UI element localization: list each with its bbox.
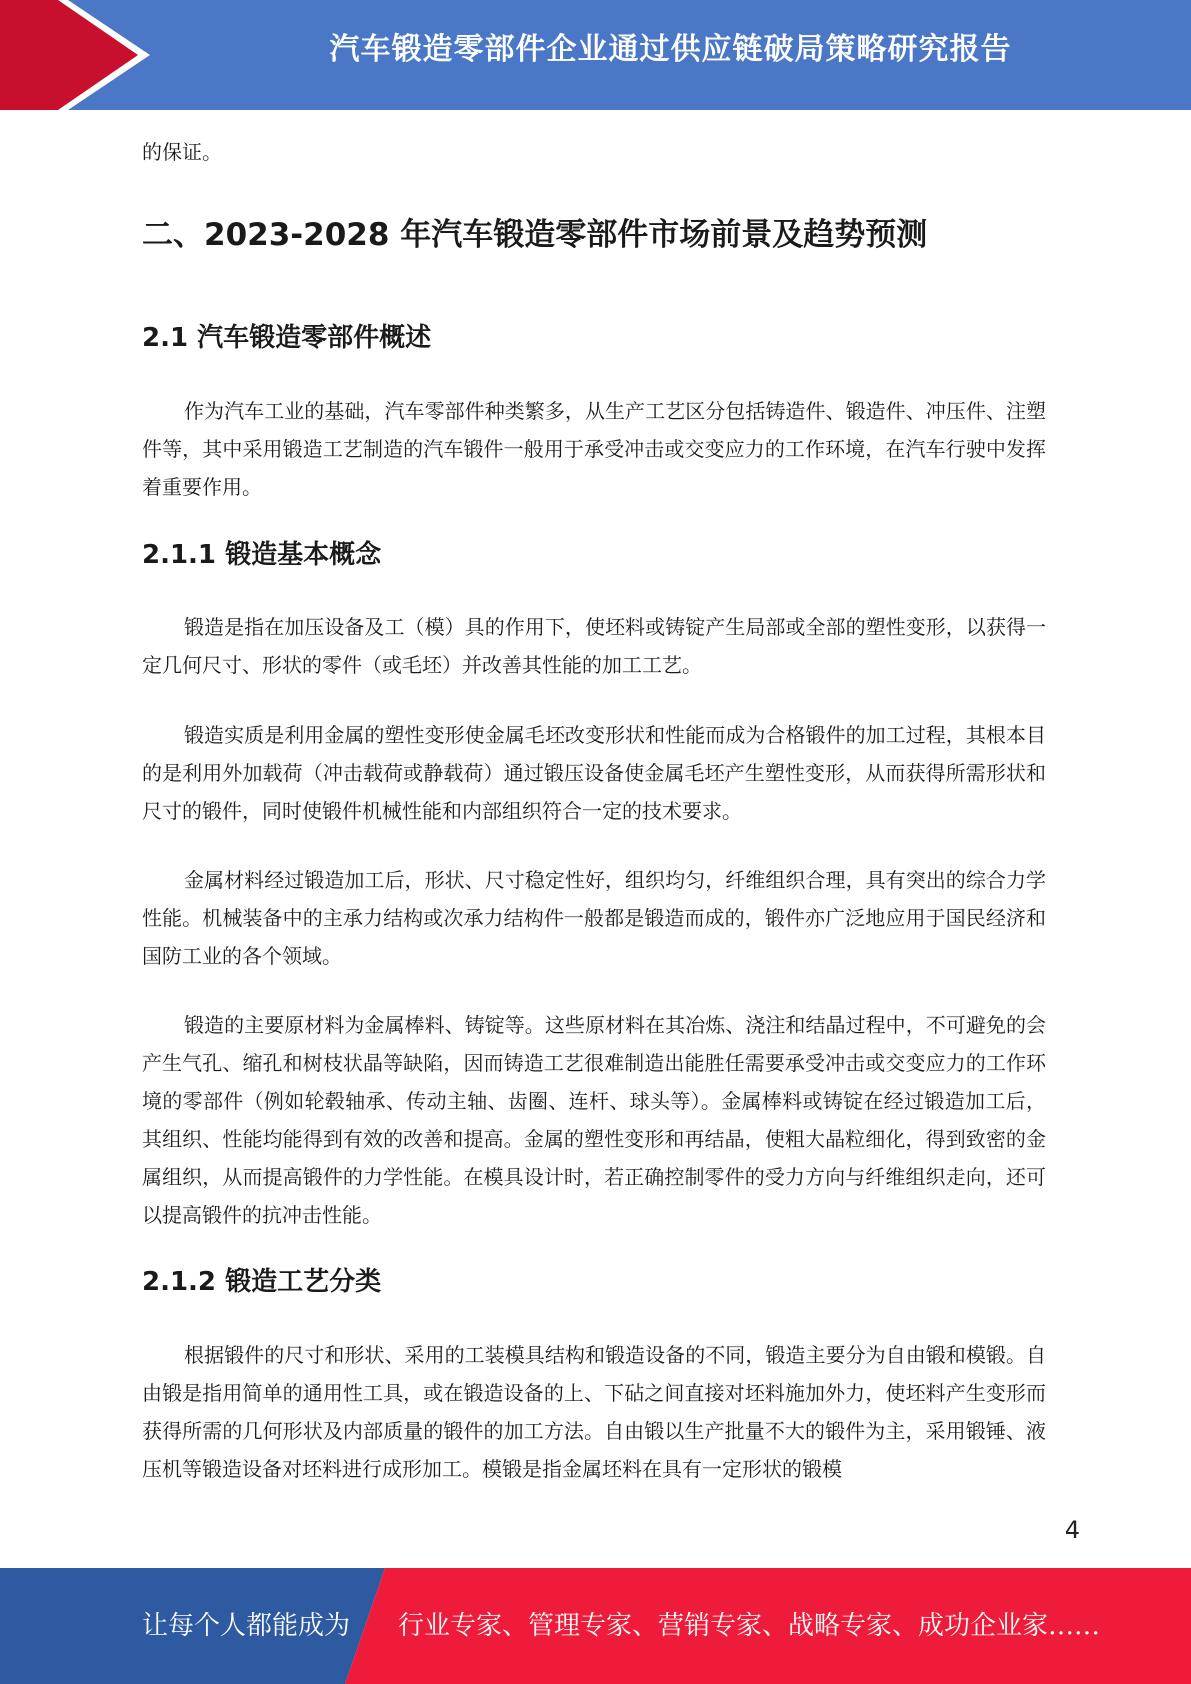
paragraph-2-1-1-c: 金属材料经过锻造加工后，形状、尺寸稳定性好，组织均匀，纤维组织合理，具有突出的综合力学性能。机械装备中的主承力结构或次承力结构件一般都是锻造而成的，锻件亦广泛地应用于国民经济和国防工业的各个领域。: [142, 868, 1046, 968]
paragraph-2-1-1-a: 锻造是指在加压设备及工（模）具的作用下，使坯料或铸锭产生局部或全部的塑性变形，以获得一定几何尺寸、形状的零件（或毛坯）并改善其性能的加工工艺。: [142, 615, 1046, 677]
subsection-heading-2-1: 2.1 汽车锻造零部件概述: [142, 323, 432, 353]
footer-slogan-right: 行业专家、管理专家、营销专家、战略专家、成功企业家……: [398, 1611, 1101, 1641]
footer-slogan-left: 让每个人都能成为: [142, 1611, 351, 1641]
paragraph-2-1-2-a: 根据锻件的尺寸和形状、采用的工装模具结构和锻造设备的不同，锻造主要分为自由锻和模锻。自由锻是指用简单的通用性工具，或在锻造设备的上、下砧之间直接对坯料施加外力，使坯料产生变形而获得所需的几何形状及内部质量的锻件的加工方法。自由锻以生产批量不大的锻件为主，采用锻锤、液压机等锻造设备对坯料进行成形加工。模锻是指金属坯料在具有一定形状的锻模: [142, 1343, 1046, 1481]
header-arrow-decoration: [0, 0, 150, 110]
header-band: [0, 0, 1191, 110]
paragraph-2-1-1: 作为汽车工业的基础，汽车零部件种类繁多，从生产工艺区分包括铸造件、锻造件、冲压件、注塑件等，其中采用锻造工艺制造的汽车锻件一般用于承受冲击或交变应力的工作环境，在汽车行驶中发挥着重要作用。: [142, 399, 1046, 499]
report-title: 汽车锻造零部件企业通过供应链破局策略研究报告: [329, 32, 1012, 67]
page-number: 4: [1064, 1516, 1080, 1544]
section-heading: 二、2023-2028 年汽车锻造零部件市场前景及趋势预测: [142, 217, 928, 253]
subsection-heading-2-1-1: 2.1.1 锻造基本概念: [142, 540, 382, 570]
subsection-heading-2-1-2: 2.1.2 锻造工艺分类: [142, 1267, 382, 1297]
footer-band: [0, 1568, 1191, 1684]
continuation-text: 的保证。: [142, 140, 222, 164]
paragraph-2-1-1-b: 锻造实质是利用金属的塑性变形使金属毛坯改变形状和性能而成为合格锻件的加工过程，其根本目的是利用外加载荷（冲击载荷或静载荷）通过锻压设备使金属毛坯产生塑性变形，从而获得所需形状和尺寸的锻件，同时使锻件机械性能和内部组织符合一定的技术要求。: [142, 723, 1046, 823]
paragraph-2-1-1-d: 锻造的主要原材料为金属棒料、铸锭等。这些原材料在其冶炼、浇注和结晶过程中，不可避免的会产生气孔、缩孔和树枝状晶等缺陷，因而铸造工艺很难制造出能胜任需要承受冲击或交变应力的工作环境的零部件（例如轮毂轴承、传动主轴、齿圈、连杆、球头等）。金属棒料或铸锭在经过锻造加工后，其组织、性能均能得到有效的改善和提高。金属的塑性变形和再结晶，使粗大晶粒细化，得到致密的金属组织，从而提高锻件的力学性能。在模具设计时，若正确控制零件的受力方向与纤维组织走向，还可以提高锻件的抗冲击性能。: [142, 1013, 1046, 1227]
